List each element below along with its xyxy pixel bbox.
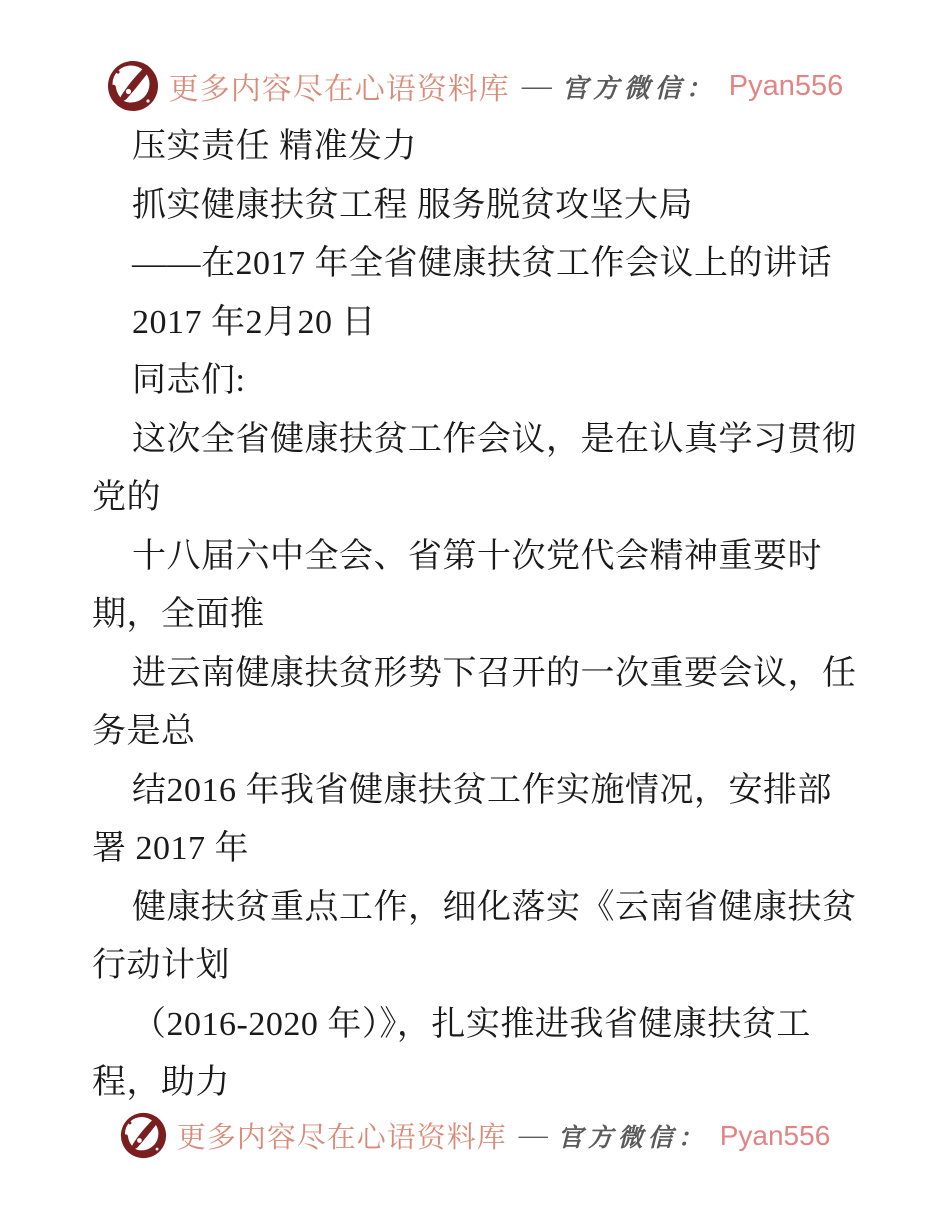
footer-wechat-label: 官方微信： (557, 1124, 708, 1152)
pen-circle-logo-icon (107, 60, 159, 112)
body-line: 进云南健康扶贫形势下召开的一次重要会议，任 (132, 654, 857, 692)
body-line: 署 2017 年 (92, 830, 249, 867)
body-line: 党的 (92, 479, 161, 516)
header-brand-text: 更多内容尽在心语资料库 (168, 73, 510, 106)
body-line: 结2016 年我省健康扶贫工作实施情况，安排部 (132, 771, 832, 809)
body-line: 健康扶贫重点工作，细化落实《云南省健康扶贫 (132, 888, 857, 926)
body-line: 十八届六中全会、省第十次党代会精神重要时 (132, 537, 822, 575)
body-line: （2016-2020 年）》，扎实推进我省健康扶贫工 (132, 1005, 811, 1043)
speech-subtitle: ——在2017 年全省健康扶贫工作会议上的讲话 (132, 245, 832, 282)
body-line: 期，全面推 (92, 596, 265, 633)
body-line: 这次全省健康扶贫工作会议，是在认真学习贯彻 (132, 420, 857, 458)
footer-dash: — (518, 1119, 548, 1151)
header-wechat-id: Pyan556 (728, 69, 844, 102)
title-line-2: 抓实健康扶贫工程 服务脱贫攻坚大局 (132, 186, 693, 224)
date-line: 2017 年2月20 日 (132, 303, 376, 341)
title-line-1: 压实责任 精准发力 (132, 128, 417, 165)
footer-wechat-id: Pyan556 (719, 1119, 831, 1151)
header-dash: — (521, 69, 552, 102)
body-line: 程，助力 (92, 1064, 230, 1101)
body-line: 行动计划 (92, 947, 230, 984)
body-line: 务是总 (92, 713, 196, 750)
watermark-footer (0, 1112, 950, 1159)
watermark-header (0, 60, 950, 112)
pen-circle-logo-icon (120, 1112, 167, 1159)
salutation-line: 同志们: (132, 362, 246, 399)
header-wechat-label: 官方微信： (561, 73, 717, 103)
document-body (92, 118, 862, 1113)
footer-brand-text: 更多内容尽在心语资料库 (176, 1122, 507, 1154)
